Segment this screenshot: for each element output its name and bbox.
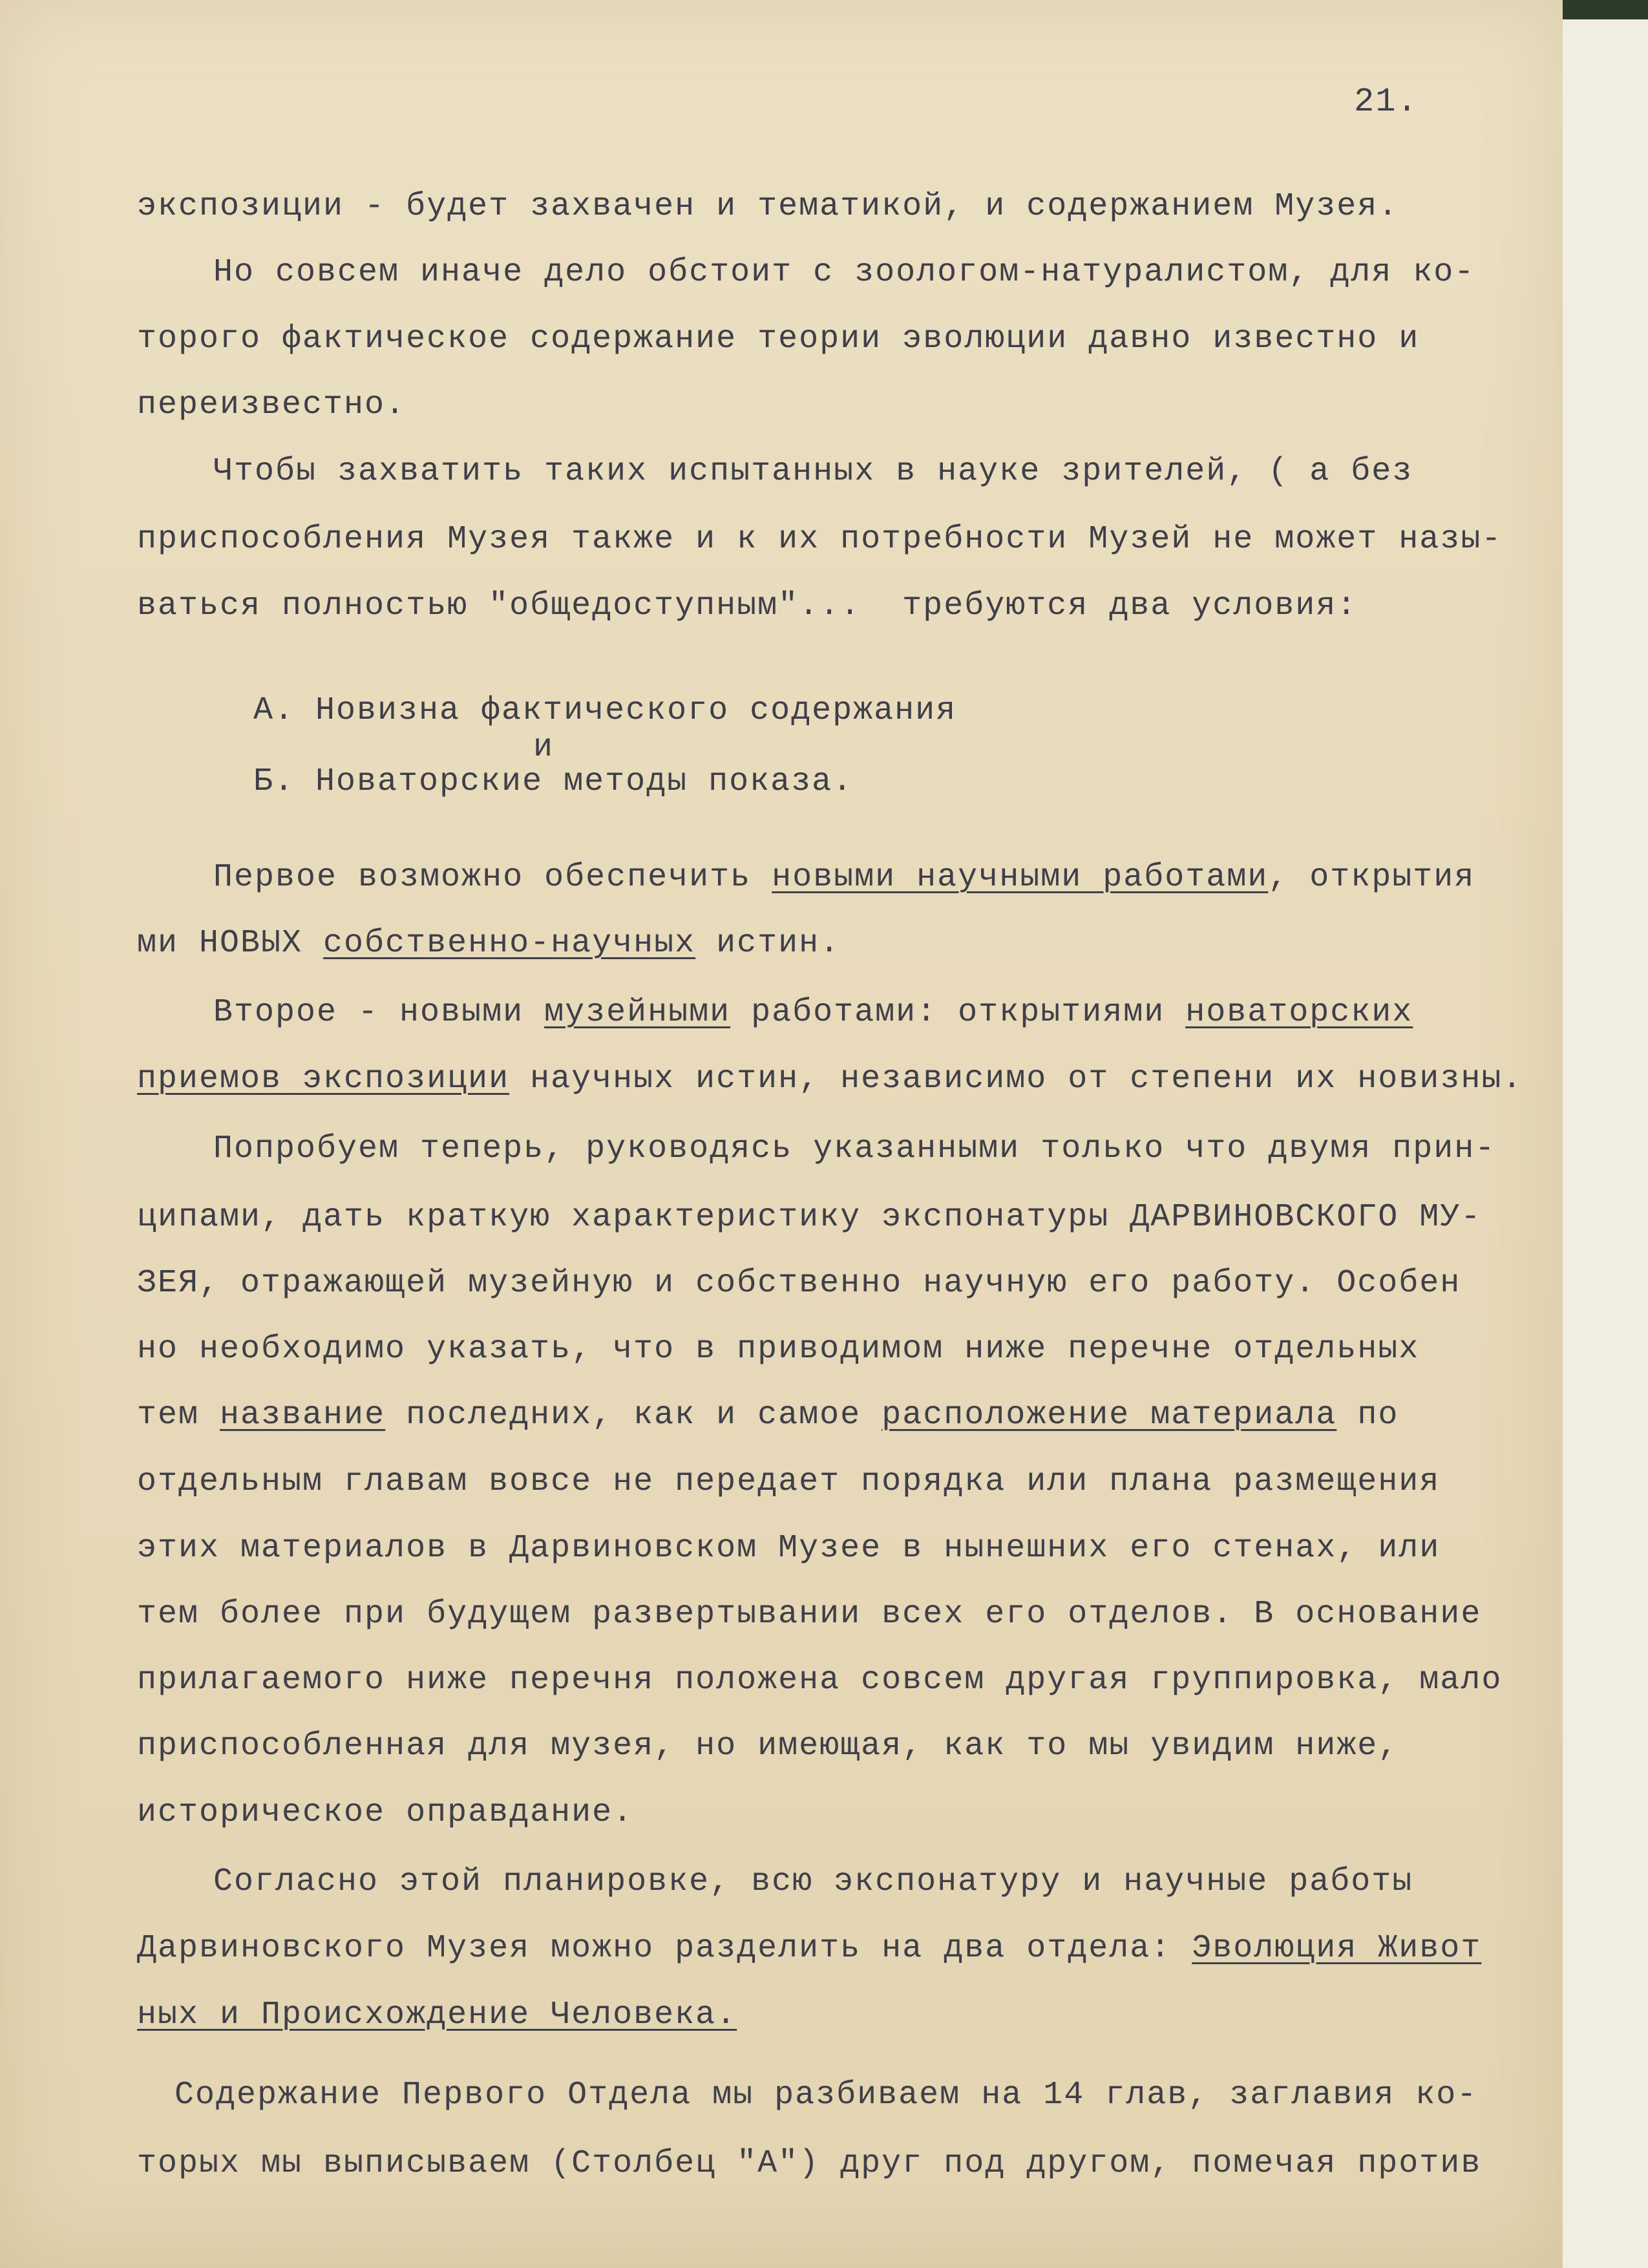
text-span: ми НОВЫХ [137, 925, 324, 962]
text-line: Чтобы захватить таких испытанных в науке зрителей, ( а без [213, 453, 1413, 490]
text-line: Попробуем теперь, руководясь указанными только что двумя прин- [213, 1130, 1496, 1167]
text-line: торых мы выписываем (Столбец "А") друг под другом, помечая против [137, 2145, 1482, 2182]
text-line [137, 1396, 1399, 1435]
underlined-phrase: ных и Происхождение Человека. [137, 1997, 737, 2033]
condition-item-a: А. Новизна фактического содержания [253, 692, 957, 729]
text-span: Второе - новыми [213, 994, 545, 1031]
text-line [137, 924, 840, 963]
text-span: по [1336, 1397, 1399, 1434]
text-span: Дарвиновского Музея можно разделить на два отдела: [137, 1930, 1192, 1967]
condition-item-b: Б. Новаторские методы показа. [253, 763, 854, 800]
underlined-phrase: новаторских [1185, 994, 1413, 1031]
text-line: Содержание Первого Отдела мы разбиваем на 14 глав, заглавия ко- [174, 2077, 1478, 2114]
text-line: переизвестно. [137, 387, 407, 423]
page-number: 21. [1354, 83, 1419, 121]
text-span: истин. [695, 925, 841, 962]
text-line: Но совсем иначе дело обстоит с зоологом-натуралистом, для ко- [213, 254, 1475, 291]
text-span: , открытия [1268, 859, 1475, 896]
text-line: Согласно этой планировке, всю экспонатуру и научные работы [213, 1863, 1413, 1900]
text-line: прилагаемого ниже перечня положена совсем другая группировка, мало [137, 1662, 1503, 1699]
text-line: приспособленная для музея, но имеющая, как то мы увидим ниже, [137, 1728, 1399, 1765]
text-line [137, 1060, 1523, 1099]
text-line: отдельным главам вовсе не передает порядка или плана размещения [137, 1463, 1441, 1500]
text-line: ципами, дать краткую характеристику экспонатуры ДАРВИНОВСКОГО МУ- [137, 1199, 1482, 1236]
text-span: работами: открытиями [730, 994, 1186, 1031]
text-line: приспособления Музея также и к их потребности Музей не может назы- [137, 521, 1503, 558]
underlined-phrase: новыми научными работами [772, 859, 1269, 896]
text-line: этих материалов в Дарвиновском Музее в нынешних его стенах, или [137, 1530, 1441, 1567]
text-line: тем более при будущем развертывании всех его отделов. В основание [137, 1596, 1482, 1633]
text-span: тем [137, 1397, 220, 1434]
conjunction: и [533, 729, 553, 766]
underlined-phrase: музейными [544, 994, 731, 1031]
underlined-phrase: расположение материала [882, 1397, 1337, 1434]
underlined-phrase: Эволюция Живот [1192, 1930, 1482, 1967]
scan-background [1563, 0, 1648, 2268]
text-line: экспозиции - будет захвачен и тематикой, и содержанием Музея. [137, 188, 1399, 225]
underlined-phrase: собственно-научных [323, 925, 696, 962]
text-line: историческое оправдание. [137, 1794, 634, 1831]
underlined-phrase: приемов экспозиции [137, 1061, 510, 1097]
text-line [137, 1929, 1481, 1968]
text-span: Первое возможно обеспечить [213, 859, 772, 896]
text-line [137, 1996, 737, 2035]
text-line: ЗЕЯ, отражающей музейную и собственно научную его работу. Особен [137, 1265, 1461, 1302]
text-span: научных истин, независимо от степени их новизны. [509, 1061, 1523, 1097]
text-span: последних, как и самое [385, 1397, 882, 1434]
text-line: ваться полностью "общедоступным"... требуются два условия: [137, 588, 1358, 624]
text-line: торого фактическое содержание теории эволюции давно известно и [137, 321, 1420, 357]
scan-background-corner [1563, 0, 1648, 19]
text-line [213, 993, 1413, 1032]
text-line: но необходимо указать, что в приводимом ниже перечне отдельных [137, 1331, 1420, 1368]
underlined-phrase: название [220, 1397, 386, 1434]
text-line [213, 858, 1475, 897]
